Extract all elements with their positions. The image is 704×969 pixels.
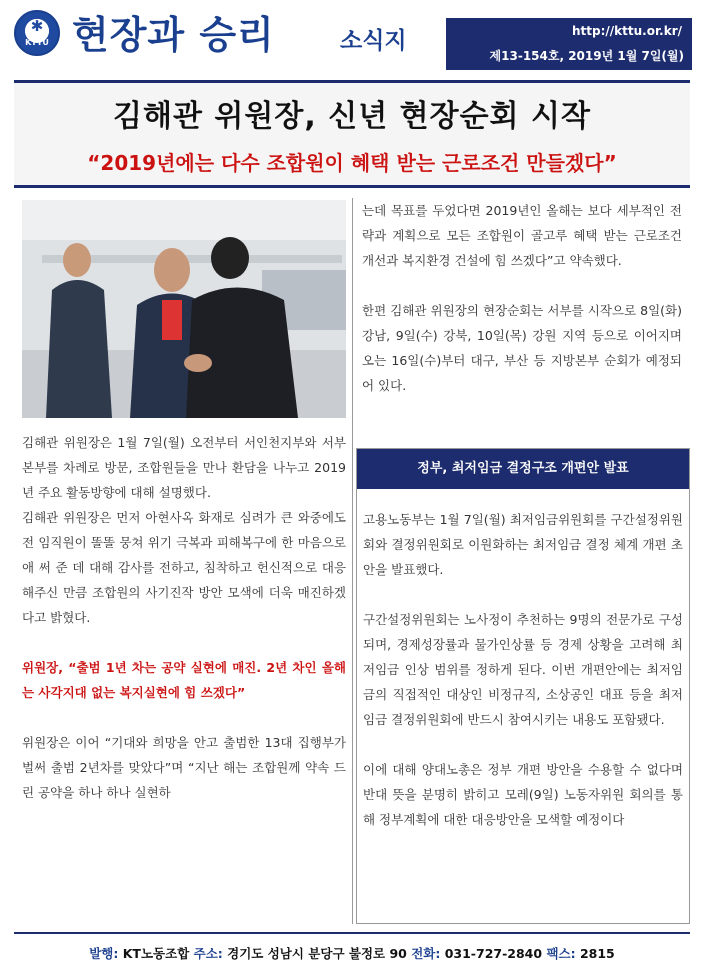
article-paragraph: 김해관 위원장은 1월 7일(월) 오전부터 서인천지부와 서부본부를 차례로 방문, 조합원들을 만나 환담을 나누고 2019년 주요 활동방향에 대해 설명했다. — [22, 435, 346, 500]
article-paragraph: 위원장은 이어 “기대와 희망을 안고 출범한 13대 집행부가 벌써 출범 2년차를 맞았다”며 “지난 해는 조합원께 약속 드린 공약을 하나 하나 실현하 — [22, 735, 346, 800]
phone-number: 031-727-2840 — [444, 946, 543, 961]
right-column — [362, 198, 682, 398]
publication-footer — [0, 944, 704, 962]
site-url[interactable]: http://kttu.or.kr/ — [571, 24, 682, 38]
address-label: 주소: — [193, 946, 223, 961]
issue-info-bar — [446, 18, 692, 70]
box-paragraph: 고용노동부는 1월 7일(월) 최저임금위원회를 구간설정위원회와 결정위원회로 이원화하는 최저임금 결정 체계 개편 초안을 발표했다. — [363, 512, 683, 577]
logo-emblem-icon: ✱ — [30, 17, 44, 35]
phone-label: 전화: — [411, 946, 441, 961]
box-paragraph: 이에 대해 양대노총은 정부 개편 방안을 수용할 수 없다며 반대 뜻을 분명히 밝히고 모레(9일) 노동자위원 회의를 통해 정부계획에 대한 대응방안을 모색할 예정이다 — [363, 762, 683, 827]
newsletter-masthead: 현장과 승리 — [72, 12, 275, 57]
fax-label: 팩스: — [546, 946, 576, 961]
fax-number: 2815 — [579, 946, 615, 961]
kttu-logo — [14, 10, 60, 56]
logo-text: KTTU — [25, 38, 49, 47]
publisher-name: KT노동조합 — [122, 946, 190, 961]
address: 경기도 성남시 분당구 불정로 90 — [227, 946, 407, 961]
newsletter-subname: 소식지 — [340, 28, 407, 54]
column-divider — [352, 198, 353, 924]
left-column — [22, 430, 346, 805]
publisher-label: 발행: — [89, 946, 119, 961]
box-body — [363, 507, 683, 832]
box-paragraph: 구간설정위원회는 노사정이 추천하는 9명의 전문가로 구성되며, 경제성장률과 물가인상률 등 경제 상황을 고려해 최저임금 인상 범위를 정하게 된다. 이번 개편안에는 최저임금의 직접적인 대상인 비정규직, 소상공인 대표 등을 최저임금 결정위원회에 반드시 참여시키는 내용도 포함됐다. — [363, 612, 683, 727]
article-title: 김해관 위원장, 신년 현장순회 시작 — [113, 99, 591, 134]
article-paragraph: 한편 김해관 위원장의 현장순회는 서부를 시작으로 8일(화) 강남, 9일(수) 강북, 10일(목) 강원 지역 등으로 이어지며 오는 16일(수)부터 대구, 부산 등 지방본부 순회가 예정되어 있다. — [362, 303, 682, 393]
article-paragraph: 김해관 위원장은 먼저 아현사옥 화재로 심려가 큰 와중에도 전 임직원이 똘똘 뭉쳐 위기 극복과 피해복구에 한 마음으로 애 써 준 데 대해 감사를 전하고, 침착하고 헌신적으로 대응해주신 만큼 조합원의 사기진작 방안 모색에 더욱 매진하겠다고 밝혔다. — [22, 510, 346, 625]
article-photo — [22, 200, 346, 418]
article-subtitle: “2019년에는 다수 조합원이 혜택 받는 근로조건 만들겠다” — [87, 151, 617, 175]
box-title: 정부, 최저임금 결정구조 개편안 발표 — [357, 449, 689, 489]
headline-box — [14, 80, 690, 188]
issue-date: 제13-154호, 2019년 1월 7일(월) — [489, 49, 684, 63]
pull-quote: 위원장, “출범 1년 차는 공약 실현에 매진. 2년 차인 올해는 사각지대 없는 복지실현에 힘 쓰겠다” — [22, 660, 346, 700]
footer-rule — [14, 932, 690, 934]
minimum-wage-box — [356, 448, 690, 924]
article-paragraph: 는데 목표를 두었다면 2019년인 올해는 보다 세부적인 전략과 계획으로 모든 조합원이 골고루 혜택 받는 근로조건 개선과 복지환경 건설에 힘 쓰겠다”고 약속했다. — [362, 203, 682, 268]
photo-handshake-scene — [22, 200, 346, 418]
